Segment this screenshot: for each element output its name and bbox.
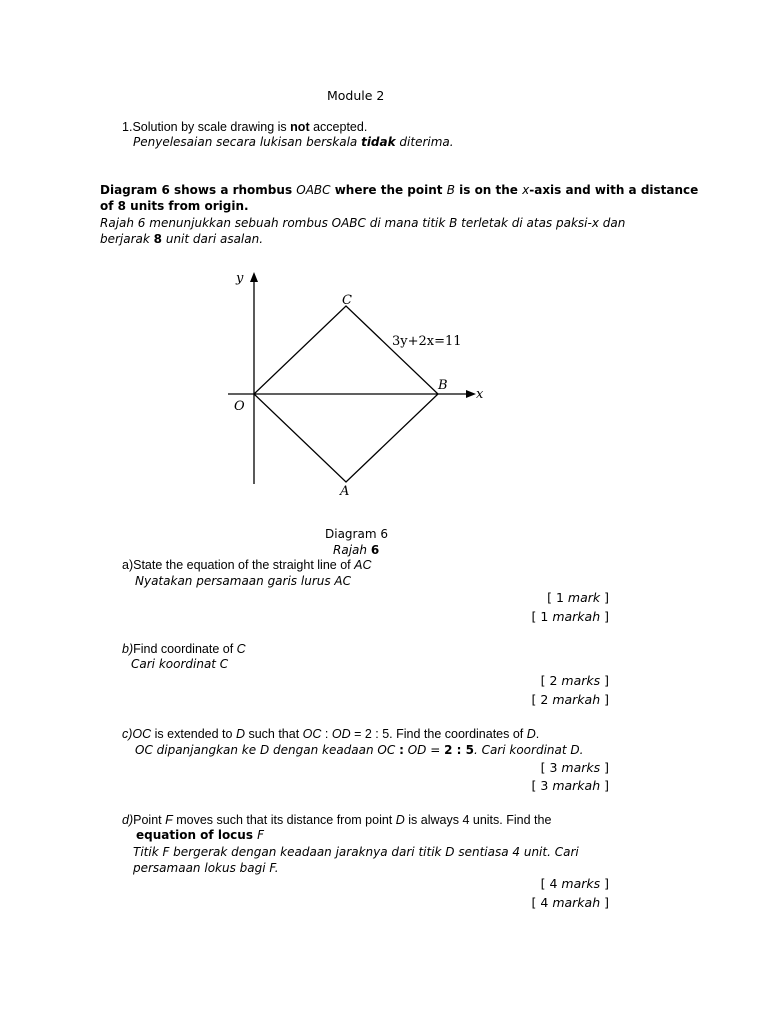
diagram-caption-malay: Rajah 6 bbox=[333, 543, 380, 557]
question-d-malay-line2: persamaan lokus bagi F. bbox=[133, 861, 279, 875]
line-bc-equation: 3y+2x=11 bbox=[392, 334, 462, 349]
y-axis-arrow-icon bbox=[250, 272, 258, 282]
question-a-malay: Nyatakan persamaan garis lurus AC bbox=[135, 574, 352, 588]
question-b-markah: [ 2 markah ] bbox=[531, 692, 609, 707]
question-b-marks: [ 2 marks ] bbox=[540, 673, 609, 688]
note-english: 1.Solution by scale drawing is not accepted. bbox=[122, 120, 368, 134]
question-c-marks: [ 3 marks ] bbox=[540, 760, 609, 775]
y-axis-label: y bbox=[236, 271, 244, 286]
question-d-marks: [ 4 marks ] bbox=[540, 876, 609, 891]
note-malay: Penyelesaian secara lukisan berskala tidak diterima. bbox=[133, 135, 454, 149]
intro-english-line1: Diagram 6 shows a rhombus OABC where the point B is on the x-axis and with a distance bbox=[100, 183, 699, 197]
question-c-markah: [ 3 markah ] bbox=[531, 778, 609, 793]
question-d-markah: [ 4 markah ] bbox=[531, 895, 609, 910]
question-d-english-line2: equation of locus F bbox=[136, 828, 265, 842]
question-c-english: c)OC is extended to D such that OC : OD = 2 : 5. Find the coordinates of D. bbox=[122, 727, 540, 741]
point-a-label: A bbox=[340, 484, 350, 499]
intro-malay-line1: Rajah 6 menunjukkan sebuah rombus OABC di mana titik B terletak di atas paksi-x dan bbox=[100, 216, 626, 230]
question-b-english: b)Find coordinate of C bbox=[122, 642, 246, 656]
point-b-label: B bbox=[438, 378, 448, 393]
point-o-label: O bbox=[234, 399, 245, 414]
page-title: Module 2 bbox=[327, 88, 385, 103]
question-a-marks: [ 1 mark ] bbox=[547, 590, 609, 605]
note-number: 1. bbox=[122, 120, 133, 134]
diagram-caption-english: Diagram 6 bbox=[325, 527, 388, 541]
question-c-malay: OC dipanjangkan ke D dengan keadaan OC : OD = 2 : 5. Cari koordinat D. bbox=[135, 743, 584, 757]
question-d-malay-line1: Titik F bergerak dengan keadaan jaraknya dari titik D sentiasa 4 unit. Cari bbox=[133, 845, 579, 859]
x-axis-label: x bbox=[476, 387, 484, 402]
intro-malay-line2: berjarak 8 unit dari asalan. bbox=[100, 232, 264, 246]
intro-english-line2: of 8 units from origin. bbox=[100, 199, 249, 213]
question-d-english-line1: d)Point F moves such that its distance from point D is always 4 units. Find the bbox=[122, 813, 552, 827]
rhombus-diagram bbox=[220, 262, 500, 502]
question-a-english: a)State the equation of the straight line of AC bbox=[122, 558, 372, 572]
point-c-label: C bbox=[342, 293, 352, 308]
question-b-malay: Cari koordinat C bbox=[131, 657, 229, 671]
question-a-markah: [ 1 markah ] bbox=[531, 609, 609, 624]
x-axis-arrow-icon bbox=[466, 390, 476, 398]
